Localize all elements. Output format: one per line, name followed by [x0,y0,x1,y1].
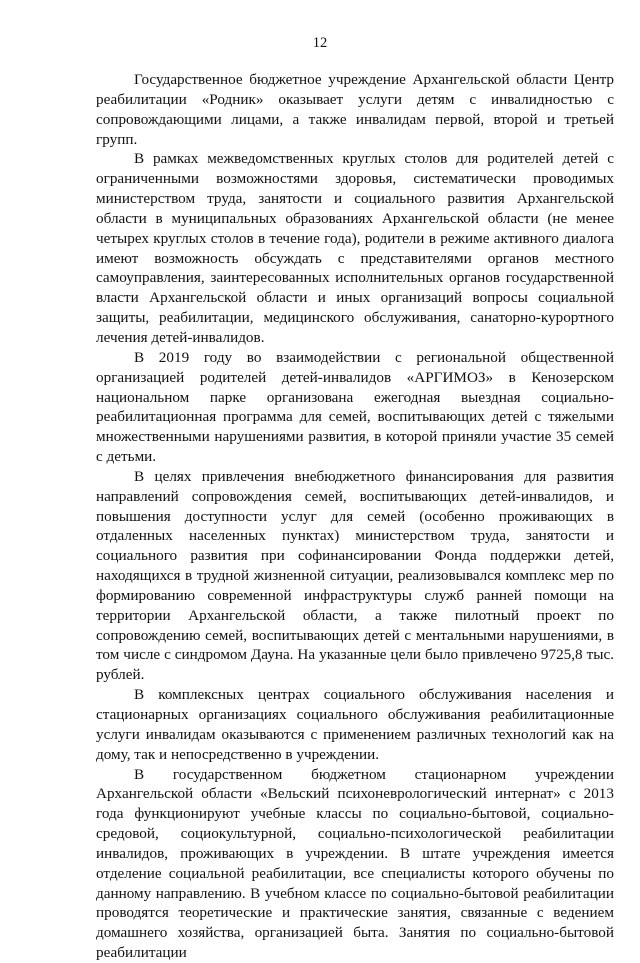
paragraph-round-tables: В рамках межведомственных круглых столов для родителей детей с ограниченными возможностями здоровья, систематически проводимых министерством труда, занятости и социального развития Архангельской области в муниципальных образованиях Архангельской области (не менее четырех круглых столов в течение года), родители в режиме активного диалога имеют возможность обсуждать с представителями органов местного самоуправления, заинтересованных исполнительных органов государственной власти Архангельской области и иных организаций вопросы социальной защиты, реабилитации, медицинского обслуживания, санаторно-курортного лечения детей-инвалидов. [96,150,614,346]
paragraph-extrabudgetary-funding: В целях привлечения внебюджетного финансирования для развития направлений сопровождения семей, воспитывающих детей-инвалидов, и повышения доступности услуг для семей (особенно проживающих в отдаленных населенных пунктах) министерством труда, занятости и социального развития при софинансировании Фонда поддержки детей, находящихся в трудной жизненной ситуации, реализовывался комплекс мер по формированию современной инфраструктуры служб ранней помощи на территории Архангельской области, а также пилотный проект по сопровождению семей, воспитывающих детей с ментальными нарушениями, в том числе с синдромом Дауна. На указанные цели было привлечено 9725,8 тыс. рублей. [96,467,614,684]
paragraph-velsk-internat: В государственном бюджетном стационарном учреждении Архангельской области «Вельский психоневрологический интернат» с 2013 года функционируют учебные классы по социально-бытовой, социально-средовой, социокультурной, социально-психологической реабилитации инвалидов, проживающих в учреждении. В штате учреждения имеется отделение социальной реабилитации, все специалисты которого обучены по данному направлению. В учебном классе по социально-бытовой реабилитации проводятся теоретические и практические занятия, связанные с ведением домашнего хозяйства, организацией быта. Занятия по социально-бытовой реабилитации [96,765,614,962]
document-body [96,70,614,963]
paragraph-argimoz-program: В 2019 году во взаимодействии с региональной общественной организацией родителей детей-инвалидов «АРГИМОЗ» в Кенозерском национальном парке организована ежегодная выездная социально-реабилитационная программа для семей, воспитывающих детей с тяжелыми множественными нарушениями развития, в которой приняли участие 35 семей с детьми. [96,348,614,466]
paragraph-rodnik-center: Государственное бюджетное учреждение Архангельской области Центр реабилитации «Родник» оказывает услуги детям с инвалидностью с сопровождающими лицами, а также инвалидам первой, второй и третьей групп. [96,71,614,148]
page-number: 12 [312,35,328,51]
paragraph-complex-centers: В комплексных центрах социального обслуживания населения и стационарных организациях социального обслуживания реабилитационные услуги инвалидам оказываются с применением различных технологий как на дому, так и непосредственно в учреждении. [96,686,614,763]
